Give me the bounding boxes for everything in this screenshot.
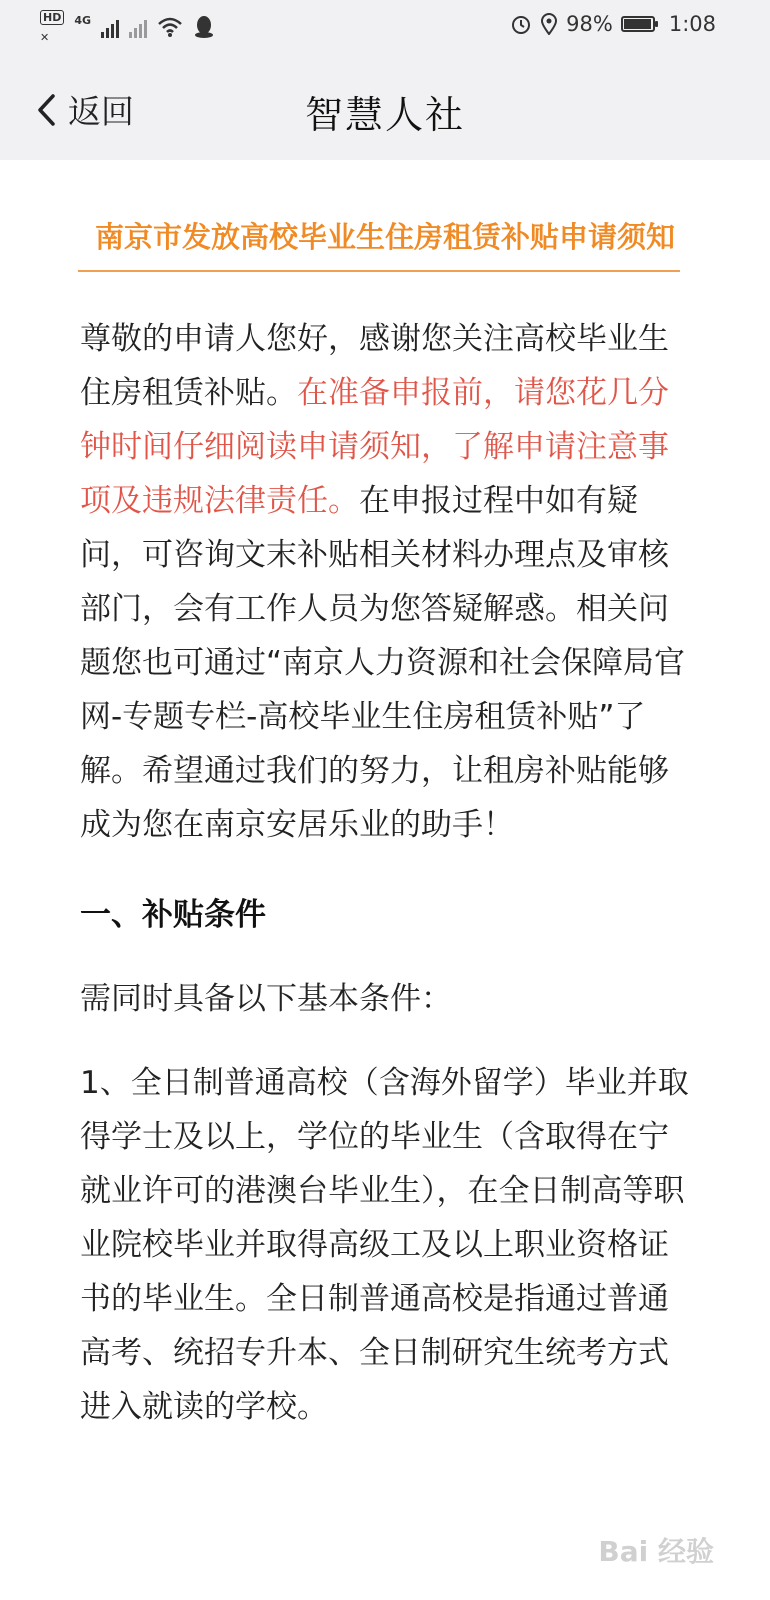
- section-lead: 需同时具备以下基本条件：: [80, 981, 452, 1017]
- watermark: Bai 经验: [598, 1535, 714, 1568]
- location-icon: [540, 13, 558, 35]
- back-label: 返回: [68, 92, 134, 131]
- alarm-icon: [510, 13, 532, 35]
- section-heading: 一、补贴条件: [80, 897, 266, 933]
- battery-fill: [624, 19, 651, 29]
- page-title: 智慧人社: [304, 93, 465, 137]
- signal-strength-2-icon: [129, 16, 147, 38]
- article-content: [80, 212, 690, 1434]
- qq-icon: [193, 15, 215, 39]
- signal-strength-icon: [101, 16, 119, 38]
- hd-indicator: [40, 10, 64, 44]
- intro-highlight: 在准备申报前，请您花几分钟时间仔细阅读申请须知，了解申请注意事项及违规法律责任。: [80, 375, 669, 519]
- status-right-icons: [510, 12, 716, 36]
- status-left-icons: [40, 10, 215, 44]
- article-title: 南京市发放高校毕业生住房租赁补贴申请须知: [94, 220, 675, 254]
- network-type: 4G: [74, 14, 92, 27]
- status-bar: [0, 0, 770, 56]
- nav-bar: [0, 56, 770, 160]
- intro-paragraph: [80, 312, 690, 852]
- intro-text-1: 尊敬的申请人您好，感谢您关注高校毕业生住房租赁补贴。: [80, 321, 669, 411]
- title-divider: [78, 270, 680, 272]
- wifi-icon: [157, 16, 183, 38]
- no-sim-icon: ✕: [40, 31, 50, 44]
- condition-item: 1、全日制普通高校（含海外留学）毕业并取得学士及以上，学位的毕业生（含取得在宁就业许可的港澳台毕业生），在全日制高等职业院校毕业并取得高级工及以上职业资格证书的毕业生。全日制普通高校是指通过普通高考、统招专升本、全日制研究生统考方式进入就读的学校。: [80, 1065, 689, 1425]
- clock: 1:08: [668, 12, 716, 36]
- intro-text-2: 在申报过程中如有疑问，可咨询文末补贴相关材料办理点及审核部门，会有工作人员为您答疑解惑。相关问题您也可通过“南京人力资源和社会保障局官网-专题专栏-高校毕业生住房租赁补贴”了解。希望通过我们的努力，让租房补贴能够成为您在南京安居乐业的助手！: [80, 483, 686, 843]
- battery-percent: 98%: [566, 12, 613, 36]
- battery-icon: [621, 16, 655, 32]
- hd-label: HD: [40, 10, 64, 25]
